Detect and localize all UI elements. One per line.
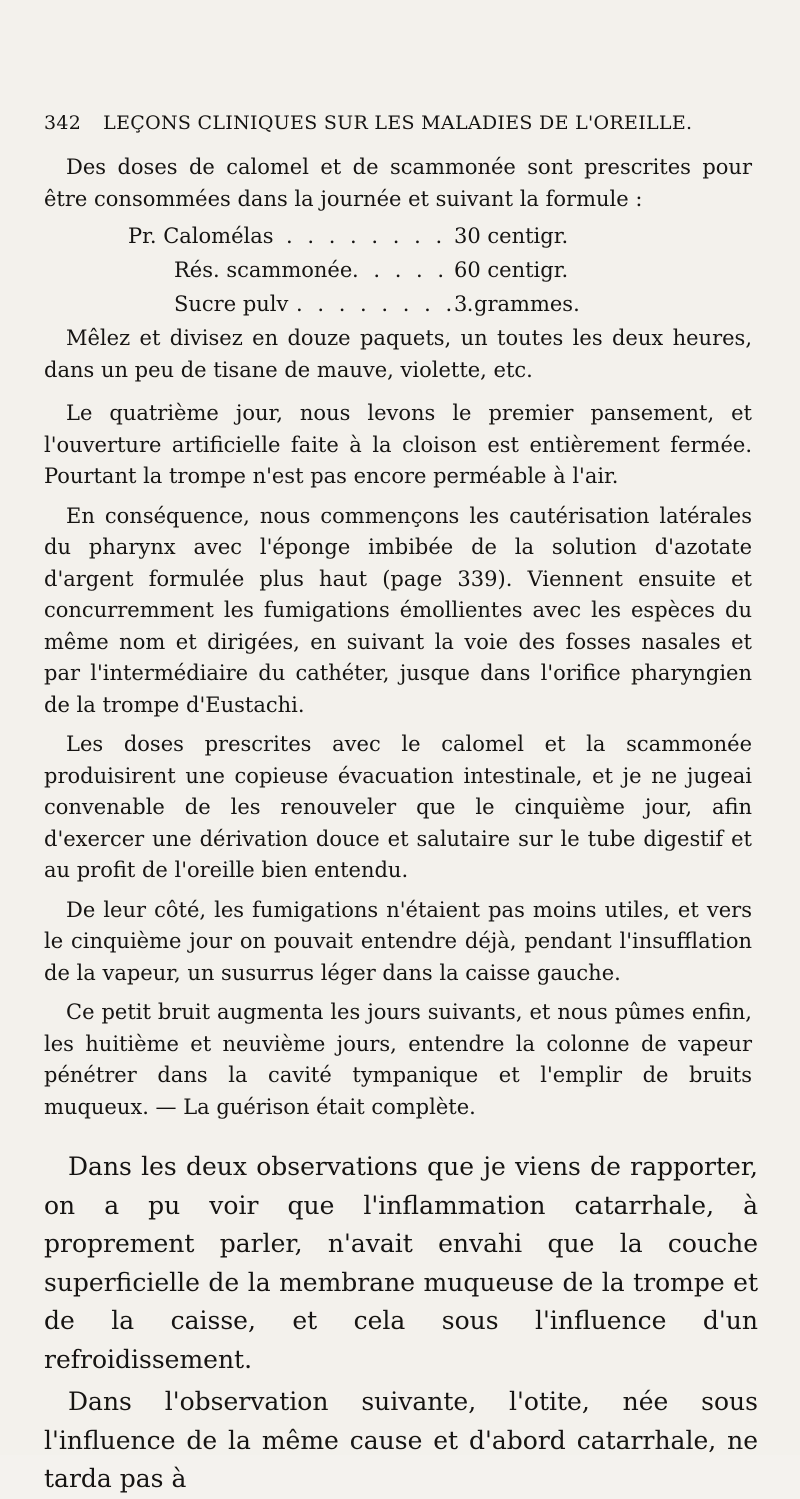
paragraph-consequence: En conséquence, nous commençons les cautérisation latérales du pharynx avec l'éponge imbibée de la solution d'azotate d'argent formulée plus haut (page 339). Viennent ensuite et concurremment les fumigations émollientes avec les espèces du même nom et dirigées, en suivant la voie des fosses nasales et par l'intermédiaire du cathéter, jusque dans l'orifice pharyngien de la trompe d'Eustachi. <box>44 503 752 717</box>
formula-row <box>44 253 752 287</box>
paragraph-prescription-intro: Des doses de calomel et de scammonée sont prescrites pour être consommées dans la journée et suivant la formule : <box>44 155 752 211</box>
leader-dots: . . . . . . . . <box>286 224 447 248</box>
body-text <box>44 152 752 1123</box>
large-print-text <box>44 1148 758 1499</box>
paragraph-mix: Mêlez et divisez en douze paquets, un toutes les deux heures, dans un peu de tisane de mauve, violette, etc. <box>44 326 752 382</box>
paragraph-two-observations: Dans les deux observations que je viens de rapporter, on a pu voir que l'inflammation catarrhale, à proprement parler, n'avait envahi que la couche superficielle de la membrane muqueuse de la trompe et de la caisse, et cela sous l'influence d'un refroidissement. <box>44 1152 758 1374</box>
formula-row <box>44 287 752 321</box>
paragraph-fumigations: De leur côté, les fumigations n'étaient pas moins utiles, et vers le cinquième jour on pouvait entendre déjà, pendant l'insufflation de la vapeur, un susurrus léger dans la caisse gauche. <box>44 897 752 985</box>
leader-dots: . . . . . <box>352 258 449 282</box>
ingredient-name: Sucre pulv <box>174 292 289 316</box>
formula-row <box>44 219 752 253</box>
ingredient-dose: 3 grammes. <box>454 292 580 316</box>
page-number: 342 <box>44 112 82 134</box>
paragraph-small-noise: Ce petit bruit augmenta les jours suivants, et nous pûmes enfin, les huitième et neuvième jours, entendre la colonne de vapeur pénétrer dans la cavité tympanique et l'emplir de bruits muqueux. — La guérison était complète. <box>44 1000 752 1119</box>
running-title: LEÇONS CLINIQUES SUR LES MALADIES DE L'OREILLE. <box>103 112 693 134</box>
leader-dots: . . . . . . . . . <box>296 292 478 316</box>
ingredient-dose: 30 centigr. <box>454 224 569 248</box>
paragraph-fourth-day: Le quatrième jour, nous levons le premier pansement, et l'ouverture artificielle faite à la cloison est entièrement fermée. Pourtant la trompe n'est pas encore perméable à l'air. <box>44 401 752 488</box>
formula-block <box>44 219 752 321</box>
running-header <box>44 112 754 134</box>
ingredient-dose: 60 centigr. <box>454 258 569 282</box>
paragraph-doses: Les doses prescrites avec le calomel et la scammonée produisirent une copieuse évacuation intestinale, et je ne jugeai convenable de les renouveler que le cinquième jour, afin d'exercer une dérivation douce et salutaire sur le tube digestif et au profit de l'oreille bien entendu. <box>44 732 752 882</box>
paragraph-next-observation: Dans l'observation suivante, l'otite, née sous l'influence de la même cause et d'abord catarrhale, ne tarda pas à <box>44 1387 758 1493</box>
ingredient-name: Rés. scammonée <box>174 258 353 282</box>
ingredient-name: Pr. Calomélas <box>128 224 274 248</box>
